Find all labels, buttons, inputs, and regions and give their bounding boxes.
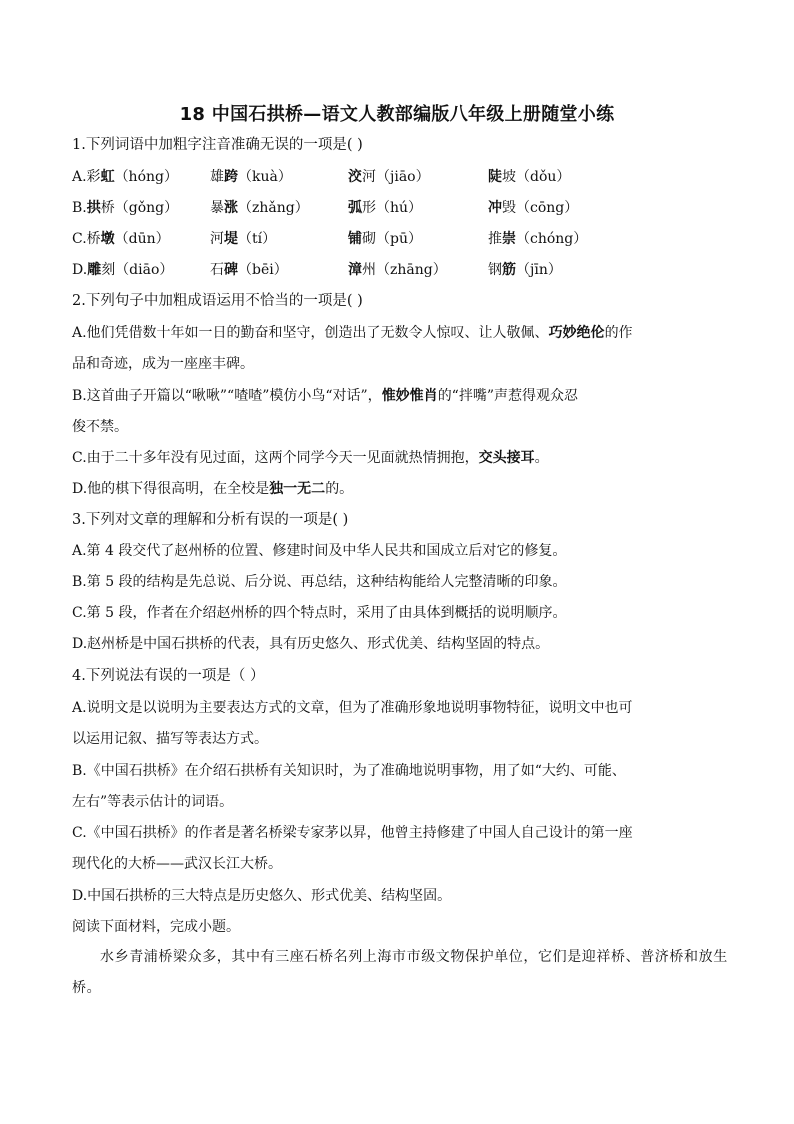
- q4-option-b-line2: 左右”等表示估计的词语。: [72, 794, 234, 810]
- q1-b-4: 冲毁（cōng）: [488, 200, 579, 216]
- q1-b-1: B.拱桥（gǒng）: [72, 200, 179, 216]
- q4-option-c-line2: 现代化的大桥——武汉长江大桥。: [72, 856, 282, 872]
- q4-option-c-line1: C.《中国石拱桥》的作者是著名桥梁专家茅以昇，他曾主持修建了中国人自己设计的第一座: [72, 825, 633, 841]
- q3-option-d: D.赵州桥是中国石拱桥的代表，具有历史悠久、形式优美、结构坚固的特点。: [72, 636, 550, 652]
- q1-c-4: 推崇（chóng）: [488, 231, 588, 247]
- q1-row-b: [72, 198, 732, 218]
- q2-option-b-line2: 俊不禁。: [72, 419, 128, 435]
- q2-option-a-line2: 品和奇迹，成为一座座丰碑。: [72, 356, 254, 372]
- q1-d-1: D.雕刻（diāo）: [72, 262, 174, 278]
- q4-option-d: D.中国石拱桥的三大特点是历史悠久、形式优美、结构坚固。: [72, 888, 452, 904]
- q3-option-b: B.第 5 段的结构是先总说、后分说、再总结，这种结构能给人完整清晰的印象。: [72, 574, 567, 590]
- question-2-stem: 2.下列句子中加粗成语运用不恰当的一项是( ): [72, 293, 363, 309]
- q1-row-d: [72, 260, 732, 280]
- q1-row-c: [72, 229, 732, 249]
- question-3-stem: 3.下列对文章的理解和分析有误的一项是( ): [72, 512, 349, 528]
- reading-instruction: 阅读下面材料，完成小题。: [72, 919, 240, 935]
- q1-c-3: 铺砌（pū）: [348, 231, 422, 247]
- q2-option-b-line1: B.这首曲子开篇以“啾啾”“喳喳”模仿小鸟“对话”，惟妙惟肖的“拌嘴”声惹得观众忍: [72, 388, 579, 404]
- q2-option-a-line1: A.他们凭借数十年如一日的勤奋和坚守，创造出了无数令人惊叹、让人敬佩、巧妙绝伦的作: [72, 325, 633, 341]
- q1-c-2: 河堤（tí）: [210, 231, 277, 247]
- q4-option-b-line1: B.《中国石拱桥》在介绍石拱桥有关知识时，为了准确地说明事物，用了如“大约、可能、: [72, 763, 626, 779]
- q1-d-2: 石碑（bēi）: [210, 262, 288, 278]
- question-4-stem: 4.下列说法有误的一项是（ ）: [72, 668, 265, 684]
- q2-option-c: C.由于二十多年没有见过面，这两个同学今天一见面就热情拥抱，交头接耳。: [72, 450, 549, 466]
- q1-a-3: 洨河（jiāo）: [348, 169, 430, 185]
- q3-option-c: C.第 5 段，作者在介绍赵州桥的四个特点时，采用了由具体到概括的说明顺序。: [72, 605, 567, 621]
- q1-b-2: 暴涨（zhǎng）: [210, 200, 309, 216]
- q1-a-2: 雄跨（kuà）: [210, 169, 292, 185]
- q3-option-a: A.第 4 段交代了赵州桥的位置、修建时间及中华人民共和国成立后对它的修复。: [72, 543, 567, 559]
- question-1-stem: 1.下列词语中加粗字注音准确无误的一项是( ): [72, 137, 363, 153]
- q1-a-4: 陡坡（dǒu）: [488, 169, 571, 185]
- page-title: 18 中国石拱桥—语文人教部编版八年级上册随堂小练: [179, 104, 615, 125]
- q1-d-3: 漳州（zhāng）: [348, 262, 447, 278]
- q1-row-a: [72, 167, 732, 187]
- q1-d-4: 钢筋（jīn）: [488, 262, 562, 278]
- q4-option-a-line1: A.说明文是以说明为主要表达方式的文章，但为了准确形象地说明事物特征，说明文中也可: [72, 700, 633, 716]
- q1-b-3: 弧形（hú）: [348, 200, 423, 216]
- q1-a-1: A.彩虹（hóng）: [72, 169, 178, 185]
- q2-option-d: D.他的棋下得很高明，在全校是独一无二的。: [72, 481, 354, 497]
- q1-c-1: C.桥墩（dūn）: [72, 231, 170, 247]
- q4-option-a-line2: 以运用记叙、描写等表达方式。: [72, 731, 268, 747]
- reading-passage: 水乡青浦桥梁众多，其中有三座石桥名列上海市市级文物保护单位，它们是迎祥桥、普济桥和放生桥。: [72, 949, 728, 996]
